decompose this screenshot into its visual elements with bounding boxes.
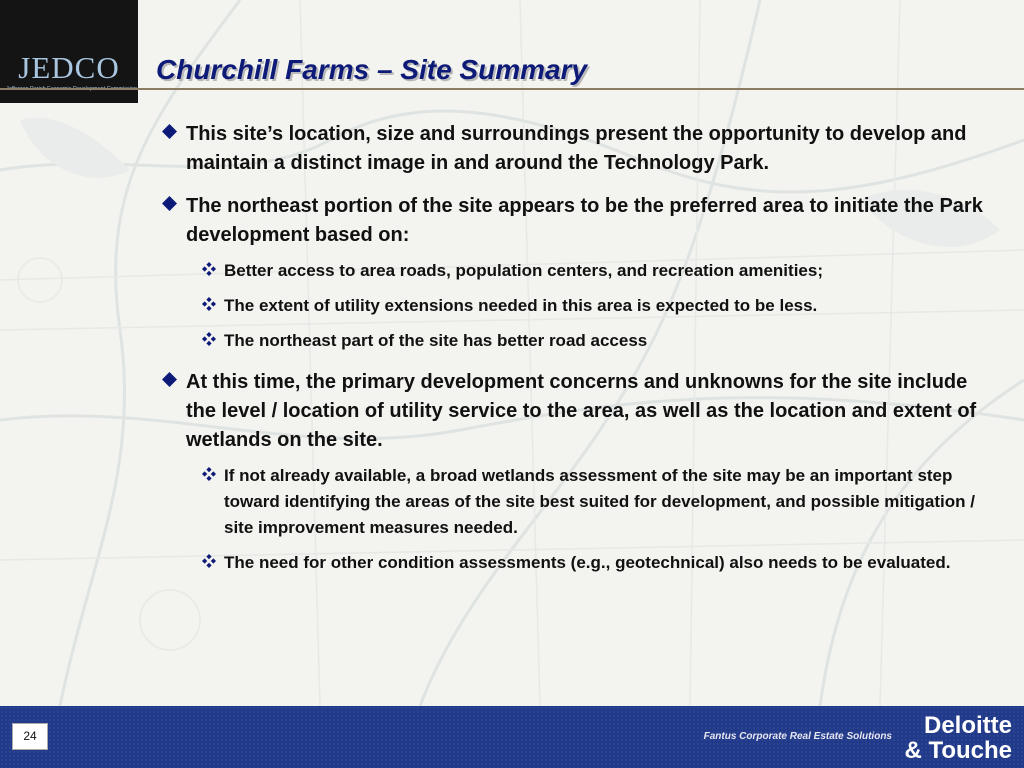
logo-name: JEDCO [18,50,120,85]
sub-bullet-list [200,463,1000,576]
footer-bar [0,706,1024,768]
page-title: Churchill Farms – Site Summary [156,54,588,85]
bullet-item [160,192,1000,354]
bullet-text: This site’s location, size and surroundings present the opportunity to develop and maintain a distinct image in and around the Technology Park. [186,123,967,174]
sub-bullet-item [200,293,1000,319]
title-divider [0,88,1024,90]
bullet-item [160,368,1000,576]
sub-bullet-item [200,328,1000,354]
content-area [160,120,1000,590]
bullet-text: At this time, the primary development concerns and unknowns for the site include the level / location of utility service to the area, as well as the location and extent of wetlands on the site. [186,371,977,451]
four-diamond-icon [202,262,216,276]
four-diamond-icon [202,554,216,568]
sub-bullet-item [200,258,1000,284]
diamond-icon [162,124,177,139]
sub-bullet-text: The need for other condition assessments (e.g., geotechnical) also needs to be evaluated. [224,553,951,572]
sub-bullet-text: If not already available, a broad wetlands assessment of the site may be an important step toward identifying the areas of the site best suited for development, and possible mitigation / site improvement measures needed. [224,466,975,537]
sub-bullet-text: The northeast part of the site has better road access [224,331,648,350]
four-diamond-icon [202,332,216,346]
consultant-name: Fantus Corporate Real Estate Solutions [703,731,892,742]
deloitte-logo-line1: Deloitte [923,712,1012,739]
four-diamond-icon [202,297,216,311]
bullet-item [160,120,1000,178]
page-number: 24 [12,723,48,750]
four-diamond-icon [202,467,216,481]
deloitte-logo-line2: & Touche [904,737,1012,764]
sub-bullet-list [200,258,1000,354]
sub-bullet-text: The extent of utility extensions needed in this area is expected to be less. [224,296,818,315]
sub-bullet-text: Better access to area roads, population centers, and recreation amenities; [224,261,823,280]
diamond-icon [162,372,177,387]
bullet-text: The northeast portion of the site appears to be the preferred area to initiate the Park development based on: [186,195,983,246]
sub-bullet-item [200,463,1000,541]
sub-bullet-item [200,550,1000,576]
diamond-icon [162,196,177,211]
